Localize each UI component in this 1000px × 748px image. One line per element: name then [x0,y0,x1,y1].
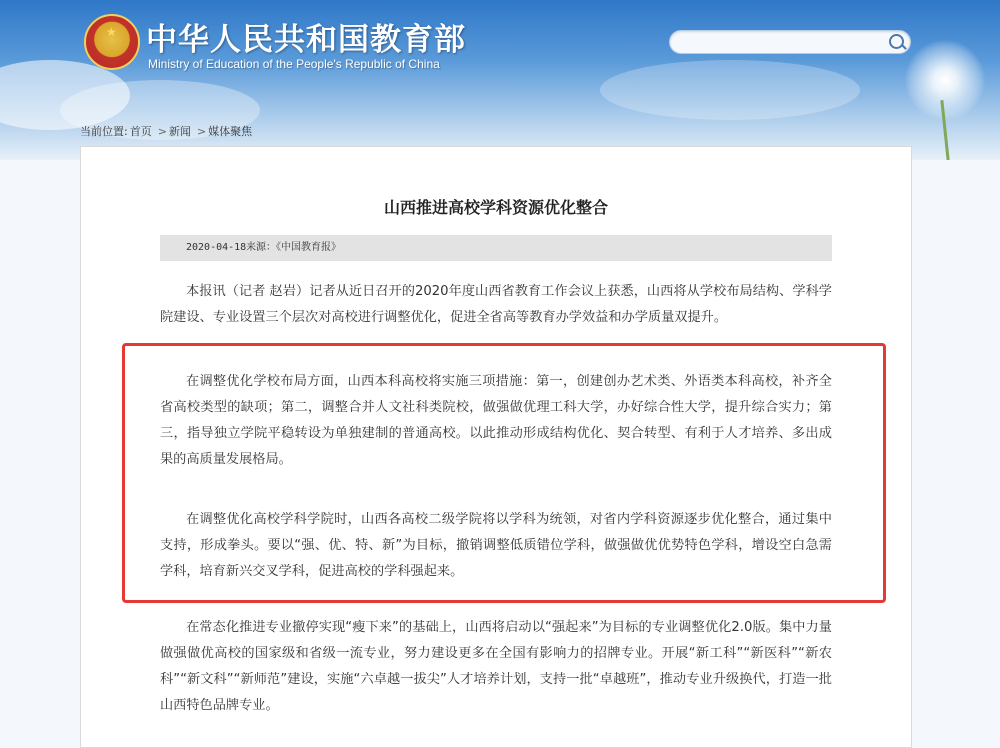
search-input[interactable] [680,33,884,51]
breadcrumb-item-media[interactable]: 媒体聚焦 [208,125,253,138]
article-paragraph: 本报讯（记者 赵岩）记者从近日召开的2020年度山西省教育工作会议上获悉，山西将从学校布局结构、学科学院建设、专业设置三个层次对高校进行调整优化，促进全省高等教育办学效益和办学质量双提升。 [160,284,832,325]
cloud-decoration [600,60,860,120]
search-box[interactable] [669,30,911,54]
article-title: 山西推进高校学科资源优化整合 [383,198,608,217]
national-emblem-icon: ★ [84,14,140,70]
breadcrumb-label: 当前位置: [80,125,128,138]
search-icon[interactable] [889,34,904,49]
breadcrumb-separator: > [157,125,167,138]
highlight-box [122,343,886,603]
article-paragraph: 在调整优化高校学科学院时，山西各高校二级学院将以学科为统领，对省内学科资源逐步优化整合，通过集中支持，形成拳头。要以“强、优、特、新”为目标，撤销调整低质错位学科，做强做优优势特色学科，增设空白急需学科，培育新兴交叉学科，促进高校的学科强起来。 [160,512,832,579]
breadcrumb-separator: > [196,125,207,138]
breadcrumb [80,123,254,139]
breadcrumb-item-news[interactable]: 新闻 [168,125,191,138]
article-date: 2020-04-18 [186,242,247,253]
article-paragraph: 在调整优化学校布局方面，山西本科高校将实施三项措施：第一，创建创办艺术类、外语类本科高校，补齐全省高校类型的缺项；第二，调整合并人文社科类院校，做强做优理工科大学，办好综合性大学，提升综合实力；第三，指导独立学院平稳转设为单独建制的普通高校。以此推动形成结构优化、契合转型、有利于人才培养、多出成果的高质量发展格局。 [160,374,832,467]
dandelion-decoration [905,40,985,120]
breadcrumb-item-home[interactable]: 首页 [129,125,152,138]
article-paragraph: 在常态化推进专业撤停实现“瘦下来”的基础上，山西将启动以“强起来”为目标的专业调整优化2.0版。集中力量做强做优高校的国家级和省级一流专业，努力建设更多在全国有影响力的招牌专业。开展“新工科”“新医科”“新农科”“新文科”“新师范”建设，实施“六卓越一拔尖”人才培养计划，支持一批“卓越班”，推动专业升级换代，打造一批山西特色品牌专业。 [160,620,832,713]
site-title[interactable]: 中华人民共和国教育部 [146,22,466,58]
article-source: 来源：《中国教育报》 [246,242,341,253]
article-meta-bar [160,235,832,261]
site-subtitle: Ministry of Education of the People's Republic of China [148,57,440,71]
